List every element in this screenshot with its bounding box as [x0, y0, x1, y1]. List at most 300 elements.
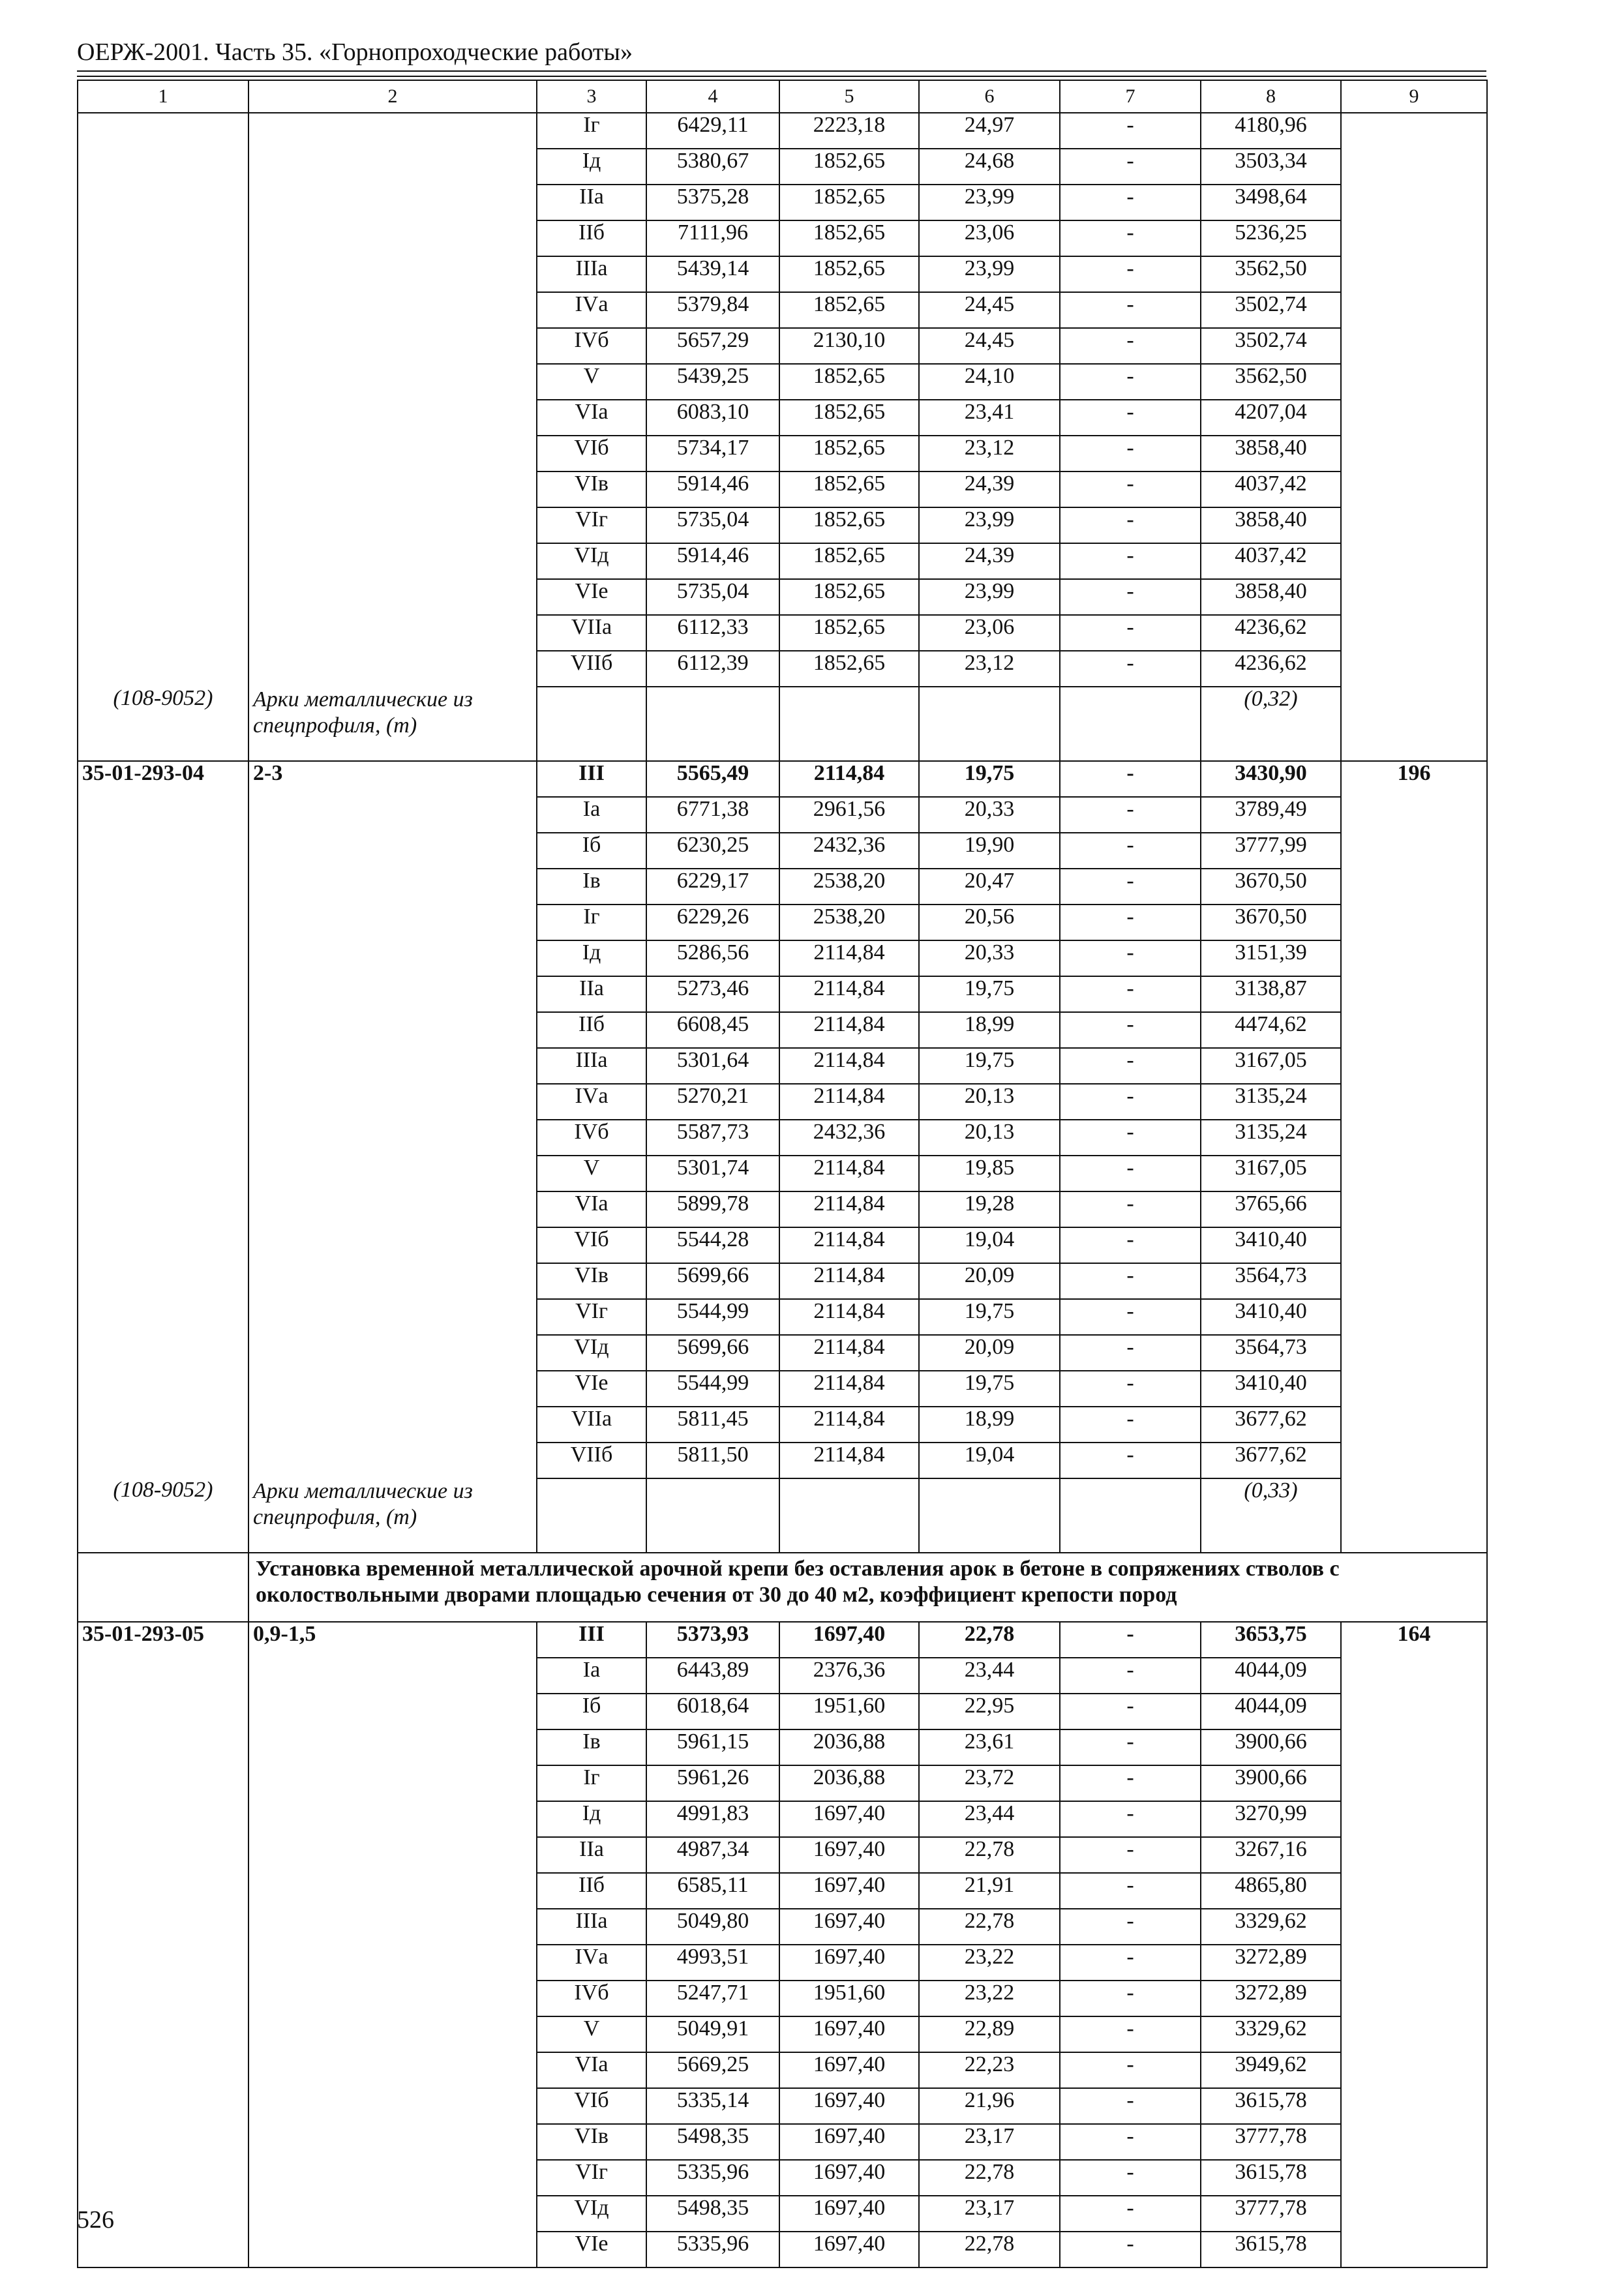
- materials-cost-cell: 3167,05: [1201, 1156, 1341, 1191]
- ground-category-cell: III: [537, 761, 646, 797]
- table-row: [78, 220, 1487, 256]
- unit-cell: [1341, 2196, 1487, 2232]
- machine-cost-cell: 24,10: [919, 364, 1060, 400]
- ground-category-cell: III: [537, 1622, 646, 1658]
- machine-cost-cell: 21,91: [919, 1873, 1060, 1909]
- rate-code-cell: [78, 507, 248, 543]
- materials-cost-cell: 3858,40: [1201, 579, 1341, 615]
- wages-cell: 1852,65: [779, 471, 919, 507]
- parameter-cell: [248, 471, 537, 507]
- table-row: [78, 2052, 1487, 2088]
- wages-cell: 1852,65: [779, 364, 919, 400]
- wages-cell: 2114,84: [779, 1191, 919, 1227]
- ground-category-cell: Iа: [537, 1658, 646, 1694]
- machinist-wages-cell: -: [1060, 507, 1201, 543]
- materials-cost-cell: 3562,50: [1201, 364, 1341, 400]
- wages-cell: 2114,84: [779, 761, 919, 797]
- materials-cost-cell: 3900,66: [1201, 1765, 1341, 1801]
- table-row: [78, 1371, 1487, 1407]
- unit-cell: [1341, 328, 1487, 364]
- ground-category-cell: IIб: [537, 1873, 646, 1909]
- materials-cost-cell: 3858,40: [1201, 507, 1341, 543]
- materials-cost-cell: 4044,09: [1201, 1658, 1341, 1694]
- rate-code-cell: [78, 1156, 248, 1191]
- total-cost-cell: 5439,25: [646, 364, 779, 400]
- machine-cost-cell: 23,99: [919, 256, 1060, 292]
- unit-cell: [1341, 869, 1487, 905]
- materials-cost-cell: 3410,40: [1201, 1371, 1341, 1407]
- wages-cell: 1697,40: [779, 1622, 919, 1658]
- machine-cost-cell: 23,12: [919, 436, 1060, 471]
- rate-code-cell: [78, 651, 248, 687]
- machine-cost-cell: 20,47: [919, 869, 1060, 905]
- table-row: [78, 2232, 1487, 2267]
- materials-cost-cell: 3410,40: [1201, 1299, 1341, 1335]
- machinist-wages-cell: -: [1060, 1191, 1201, 1227]
- unit-cell: [1341, 1443, 1487, 1478]
- machine-cost-cell: 24,39: [919, 471, 1060, 507]
- total-cost-cell: 5335,96: [646, 2160, 779, 2196]
- rate-code-cell: [78, 436, 248, 471]
- column-number: 6: [919, 80, 1060, 113]
- machinist-wages-cell: -: [1060, 1981, 1201, 2016]
- table-row: [78, 292, 1487, 328]
- materials-cost-cell: 3329,62: [1201, 1909, 1341, 1945]
- parameter-cell: [248, 2088, 537, 2124]
- total-cost-cell: 5498,35: [646, 2124, 779, 2160]
- parameter-cell: [248, 1658, 537, 1694]
- total-cost-cell: 5544,99: [646, 1299, 779, 1335]
- parameter-cell: [248, 292, 537, 328]
- material-name-cell: Арки металлические из спецпрофиля, (т): [248, 687, 537, 761]
- parameter-cell: [248, 2016, 537, 2052]
- unit-cell: [1341, 364, 1487, 400]
- rate-code-cell: [78, 2232, 248, 2267]
- rate-code-cell: [78, 1909, 248, 1945]
- unit-cell: [1341, 2232, 1487, 2267]
- header-rule-bottom: [77, 76, 1486, 77]
- rate-code-cell: [78, 1263, 248, 1299]
- rate-code-cell: [78, 976, 248, 1012]
- ground-category-cell: VIв: [537, 1263, 646, 1299]
- ground-category-cell: VIв: [537, 2124, 646, 2160]
- materials-cost-cell: 4044,09: [1201, 1694, 1341, 1729]
- total-cost-cell: 5273,46: [646, 976, 779, 1012]
- ground-category-cell: IIб: [537, 220, 646, 256]
- wages-cell: 2130,10: [779, 328, 919, 364]
- machine-cost-cell: 23,99: [919, 185, 1060, 220]
- materials-cost-cell: 3777,78: [1201, 2124, 1341, 2160]
- materials-cost-cell: 3777,78: [1201, 2196, 1341, 2232]
- unit-cell: [1341, 220, 1487, 256]
- rate-code-cell: [78, 2016, 248, 2052]
- parameter-cell: [248, 1299, 537, 1335]
- machine-cost-cell: 20,33: [919, 797, 1060, 833]
- table-row: [78, 1120, 1487, 1156]
- unit-cell: [1341, 797, 1487, 833]
- parameter-cell: [248, 651, 537, 687]
- materials-cost-cell: 3677,62: [1201, 1443, 1341, 1478]
- materials-cost-cell: 3670,50: [1201, 869, 1341, 905]
- machine-cost-cell: 22,23: [919, 2052, 1060, 2088]
- unit-cell: [1341, 185, 1487, 220]
- parameter-cell: [248, 1191, 537, 1227]
- rate-code-cell: [78, 149, 248, 185]
- wages-cell: 2376,36: [779, 1658, 919, 1694]
- machinist-wages-cell: -: [1060, 1012, 1201, 1048]
- rate-code-cell: [78, 797, 248, 833]
- materials-cost-cell: 3272,89: [1201, 1981, 1341, 2016]
- table-row: [78, 1837, 1487, 1873]
- material-code-cell: (108-9052): [78, 687, 248, 761]
- unit-cell: [1341, 292, 1487, 328]
- machine-cost-cell: 20,09: [919, 1335, 1060, 1371]
- machinist-wages-cell: -: [1060, 1729, 1201, 1765]
- materials-cost-cell: 3562,50: [1201, 256, 1341, 292]
- rate-code-cell: [78, 1801, 248, 1837]
- ground-category-cell: VIIб: [537, 1443, 646, 1478]
- rate-code-cell: [78, 1227, 248, 1263]
- rate-code-cell: [78, 2124, 248, 2160]
- rate-code-cell: [78, 2088, 248, 2124]
- machinist-wages-cell: -: [1060, 1765, 1201, 1801]
- total-cost-cell: 5811,50: [646, 1443, 779, 1478]
- wages-cell: 1852,65: [779, 615, 919, 651]
- parameter-cell: [248, 220, 537, 256]
- unit-cell: [1341, 1873, 1487, 1909]
- machinist-wages-cell: -: [1060, 797, 1201, 833]
- materials-cost-cell: 4865,80: [1201, 1873, 1341, 1909]
- materials-cost-cell: 3858,40: [1201, 436, 1341, 471]
- machinist-wages-cell: -: [1060, 1407, 1201, 1443]
- total-cost-cell: 6443,89: [646, 1658, 779, 1694]
- table-row: [78, 400, 1487, 436]
- rate-code-cell: [78, 1873, 248, 1909]
- rate-code-cell: [78, 579, 248, 615]
- unit-cell: [1341, 149, 1487, 185]
- total-cost-cell: 5961,26: [646, 1765, 779, 1801]
- wages-cell: 1697,40: [779, 2052, 919, 2088]
- machine-cost-cell: 20,33: [919, 940, 1060, 976]
- rate-code-cell: [78, 220, 248, 256]
- parameter-cell: [248, 328, 537, 364]
- parameter-cell: [248, 185, 537, 220]
- machinist-wages-cell: -: [1060, 2052, 1201, 2088]
- parameter-cell: [248, 1909, 537, 1945]
- ground-category-cell: VIа: [537, 2052, 646, 2088]
- wages-cell: 2114,84: [779, 1371, 919, 1407]
- wages-cell: 1697,40: [779, 2088, 919, 2124]
- rate-code-cell: [78, 400, 248, 436]
- table-row: [78, 1048, 1487, 1084]
- parameter-cell: [248, 1156, 537, 1191]
- empty-cell: [919, 1478, 1060, 1553]
- unit-cell: [1341, 1299, 1487, 1335]
- machinist-wages-cell: -: [1060, 579, 1201, 615]
- parameter-cell: [248, 905, 537, 940]
- total-cost-cell: 5049,91: [646, 2016, 779, 2052]
- machine-cost-cell: 20,56: [919, 905, 1060, 940]
- ground-category-cell: VIа: [537, 1191, 646, 1227]
- table-row: [78, 1407, 1487, 1443]
- parameter-cell: [248, 1729, 537, 1765]
- machinist-wages-cell: -: [1060, 1873, 1201, 1909]
- wages-cell: 1697,40: [779, 1945, 919, 1981]
- materials-cost-cell: 3498,64: [1201, 185, 1341, 220]
- total-cost-cell: 6083,10: [646, 400, 779, 436]
- table-row: [78, 2196, 1487, 2232]
- materials-cost-cell: 3270,99: [1201, 1801, 1341, 1837]
- parameter-cell: [248, 1227, 537, 1263]
- materials-cost-cell: 3900,66: [1201, 1729, 1341, 1765]
- ground-category-cell: IIIа: [537, 1048, 646, 1084]
- unit-cell: [1341, 1801, 1487, 1837]
- wages-cell: 1852,65: [779, 400, 919, 436]
- materials-cost-cell: 3653,75: [1201, 1622, 1341, 1658]
- machine-cost-cell: 22,95: [919, 1694, 1060, 1729]
- materials-cost-cell: 3502,74: [1201, 292, 1341, 328]
- machine-cost-cell: 22,78: [919, 2232, 1060, 2267]
- rate-code-cell: [78, 1407, 248, 1443]
- rate-code-cell: [78, 113, 248, 149]
- table-row: [78, 1263, 1487, 1299]
- table-row: [78, 833, 1487, 869]
- wages-cell: 2036,88: [779, 1729, 919, 1765]
- wages-cell: 2223,18: [779, 113, 919, 149]
- unit-cell: [1341, 1048, 1487, 1084]
- machine-cost-cell: 24,97: [919, 113, 1060, 149]
- table-row: [78, 869, 1487, 905]
- machinist-wages-cell: -: [1060, 185, 1201, 220]
- machine-cost-cell: 23,22: [919, 1945, 1060, 1981]
- machinist-wages-cell: -: [1060, 1371, 1201, 1407]
- total-cost-cell: 6229,26: [646, 905, 779, 940]
- machinist-wages-cell: -: [1060, 436, 1201, 471]
- parameter-cell: [248, 1084, 537, 1120]
- unit-cell: [1341, 1837, 1487, 1873]
- total-cost-cell: 5049,80: [646, 1909, 779, 1945]
- table-row: [78, 471, 1487, 507]
- parameter-cell: [248, 2124, 537, 2160]
- empty-cell: [919, 687, 1060, 761]
- ground-category-cell: IIа: [537, 976, 646, 1012]
- machinist-wages-cell: -: [1060, 1084, 1201, 1120]
- total-cost-cell: 5735,04: [646, 507, 779, 543]
- machinist-wages-cell: -: [1060, 149, 1201, 185]
- table-row: [78, 1622, 1487, 1658]
- parameter-cell: [248, 436, 537, 471]
- machinist-wages-cell: -: [1060, 292, 1201, 328]
- parameter-cell: [248, 543, 537, 579]
- ground-category-cell: V: [537, 1156, 646, 1191]
- empty-cell: [779, 1478, 919, 1553]
- parameter-cell: [248, 2196, 537, 2232]
- wages-cell: 2114,84: [779, 1156, 919, 1191]
- table-row: [78, 797, 1487, 833]
- unit-cell: [1341, 1371, 1487, 1407]
- parameter-cell: [248, 256, 537, 292]
- machine-cost-cell: 23,99: [919, 579, 1060, 615]
- machinist-wages-cell: -: [1060, 615, 1201, 651]
- section-title: Установка временной металлической арочной крепи без оставления арок в бетоне в сопряжениях стволов с околоствольными дворами площадью сечения от 30 до 40 м2, коэффициент крепости пород: [248, 1553, 1487, 1622]
- table-row: [78, 976, 1487, 1012]
- wages-cell: 1951,60: [779, 1981, 919, 2016]
- parameter-cell: [248, 1443, 537, 1478]
- materials-cost-cell: 3789,49: [1201, 797, 1341, 833]
- unit-cell: [1341, 1981, 1487, 2016]
- parameter-cell: [248, 1335, 537, 1371]
- rate-code-cell: [78, 1048, 248, 1084]
- materials-cost-cell: 3135,24: [1201, 1120, 1341, 1156]
- table-row: [78, 579, 1487, 615]
- rate-code-cell: [78, 1443, 248, 1478]
- ground-category-cell: IIIа: [537, 256, 646, 292]
- wages-cell: 2114,84: [779, 1227, 919, 1263]
- machinist-wages-cell: -: [1060, 364, 1201, 400]
- empty-cell: [1341, 687, 1487, 761]
- machine-cost-cell: 19,75: [919, 1371, 1060, 1407]
- total-cost-cell: 5379,84: [646, 292, 779, 328]
- unit-cell: [1341, 256, 1487, 292]
- ground-category-cell: Iг: [537, 113, 646, 149]
- unit-cell: 196: [1341, 761, 1487, 797]
- table-row: [78, 1658, 1487, 1694]
- parameter-cell: [248, 797, 537, 833]
- machine-cost-cell: 24,39: [919, 543, 1060, 579]
- wages-cell: 1697,40: [779, 2160, 919, 2196]
- parameter-cell: [248, 1120, 537, 1156]
- machinist-wages-cell: -: [1060, 1909, 1201, 1945]
- table-row: [78, 2088, 1487, 2124]
- table-row: [78, 1801, 1487, 1837]
- ground-category-cell: VIе: [537, 579, 646, 615]
- total-cost-cell: 6112,39: [646, 651, 779, 687]
- ground-category-cell: Iа: [537, 797, 646, 833]
- rate-code-cell: [78, 2052, 248, 2088]
- total-cost-cell: 5565,49: [646, 761, 779, 797]
- table-row: [78, 1012, 1487, 1048]
- rate-code-cell: [78, 1981, 248, 2016]
- ground-category-cell: Iв: [537, 869, 646, 905]
- unit-cell: [1341, 113, 1487, 149]
- parameter-cell: [248, 364, 537, 400]
- ground-category-cell: IVа: [537, 1945, 646, 1981]
- rate-code-cell: [78, 543, 248, 579]
- table-row: [78, 364, 1487, 400]
- table-row: [78, 1981, 1487, 2016]
- total-cost-cell: 5544,99: [646, 1371, 779, 1407]
- ground-category-cell: Iг: [537, 905, 646, 940]
- rate-code-cell: 35-01-293-04: [78, 761, 248, 797]
- machinist-wages-cell: -: [1060, 2196, 1201, 2232]
- machine-cost-cell: 19,90: [919, 833, 1060, 869]
- table-row: [78, 1765, 1487, 1801]
- parameter-cell: [248, 1765, 537, 1801]
- table-row: [78, 113, 1487, 149]
- column-number: 5: [779, 80, 919, 113]
- unit-cell: [1341, 615, 1487, 651]
- table-row: [78, 2124, 1487, 2160]
- machine-cost-cell: 19,75: [919, 1048, 1060, 1084]
- machinist-wages-cell: -: [1060, 256, 1201, 292]
- page-number: 526: [77, 2206, 114, 2234]
- unit-cell: [1341, 1012, 1487, 1048]
- ground-category-cell: IVб: [537, 1120, 646, 1156]
- rates-table: [77, 80, 1488, 2268]
- column-number: 7: [1060, 80, 1201, 113]
- ground-category-cell: Iб: [537, 1694, 646, 1729]
- rate-code-cell: [78, 185, 248, 220]
- machinist-wages-cell: -: [1060, 2160, 1201, 2196]
- rate-code-cell: [78, 1945, 248, 1981]
- parameter-cell: [248, 113, 537, 149]
- machine-cost-cell: 22,89: [919, 2016, 1060, 2052]
- machinist-wages-cell: -: [1060, 543, 1201, 579]
- machinist-wages-cell: -: [1060, 471, 1201, 507]
- total-cost-cell: 6608,45: [646, 1012, 779, 1048]
- table-row: [78, 507, 1487, 543]
- materials-cost-cell: 4236,62: [1201, 651, 1341, 687]
- table-row: [78, 615, 1487, 651]
- parameter-cell: [248, 1012, 537, 1048]
- machine-cost-cell: 21,96: [919, 2088, 1060, 2124]
- ground-category-cell: VIа: [537, 400, 646, 436]
- rate-code-cell: [78, 364, 248, 400]
- rate-code-cell: [78, 905, 248, 940]
- unit-cell: [1341, 579, 1487, 615]
- parameter-cell: [248, 1371, 537, 1407]
- table-row: [78, 1227, 1487, 1263]
- material-quantity-cell: (0,33): [1201, 1478, 1341, 1553]
- section-header-row: [78, 1553, 1487, 1622]
- empty-cell: [1060, 1478, 1201, 1553]
- parameter-cell: [248, 149, 537, 185]
- wages-cell: 1852,65: [779, 292, 919, 328]
- total-cost-cell: 5587,73: [646, 1120, 779, 1156]
- machinist-wages-cell: -: [1060, 1945, 1201, 1981]
- parameter-cell: [248, 579, 537, 615]
- wages-cell: 2114,84: [779, 1084, 919, 1120]
- materials-cost-cell: 3615,78: [1201, 2160, 1341, 2196]
- machinist-wages-cell: -: [1060, 2124, 1201, 2160]
- rate-code-cell: [78, 1837, 248, 1873]
- machine-cost-cell: 20,09: [919, 1263, 1060, 1299]
- wages-cell: 1697,40: [779, 2016, 919, 2052]
- total-cost-cell: 5914,46: [646, 543, 779, 579]
- unit-cell: [1341, 436, 1487, 471]
- unit-cell: [1341, 1335, 1487, 1371]
- total-cost-cell: 5270,21: [646, 1084, 779, 1120]
- wages-cell: 1697,40: [779, 1801, 919, 1837]
- parameter-cell: [248, 976, 537, 1012]
- parameter-cell: [248, 1873, 537, 1909]
- arches-material-row: [78, 687, 1487, 761]
- total-cost-cell: 5811,45: [646, 1407, 779, 1443]
- unit-cell: [1341, 1658, 1487, 1694]
- parameter-cell: [248, 1694, 537, 1729]
- table-row: [78, 761, 1487, 797]
- machinist-wages-cell: -: [1060, 1658, 1201, 1694]
- table-row: [78, 543, 1487, 579]
- wages-cell: 1697,40: [779, 1837, 919, 1873]
- wages-cell: 2114,84: [779, 976, 919, 1012]
- materials-cost-cell: 3765,66: [1201, 1191, 1341, 1227]
- rate-code-cell: [78, 1012, 248, 1048]
- materials-cost-cell: 4474,62: [1201, 1012, 1341, 1048]
- unit-cell: [1341, 905, 1487, 940]
- ground-category-cell: VIд: [537, 2196, 646, 2232]
- unit-cell: [1341, 1120, 1487, 1156]
